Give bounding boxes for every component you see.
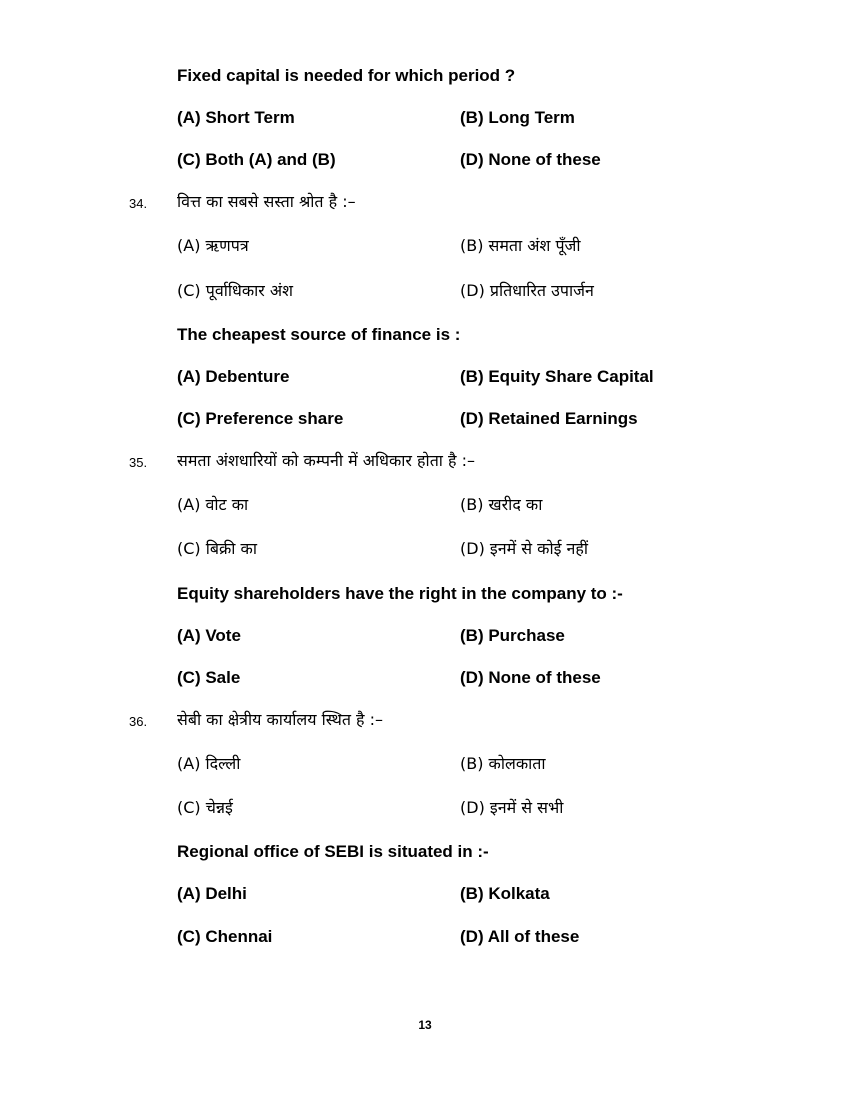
question-text-english: Fixed capital is needed for which period ? <box>177 66 516 85</box>
option-a: (A) Debenture <box>177 367 290 386</box>
option-c: (C) Chennai <box>177 927 273 946</box>
option-b-hindi: (B) खरीद का <box>460 495 543 514</box>
option-b-hindi: (B) समता अंश पूँजी <box>460 236 581 255</box>
option-a-hindi: (A) दिल्ली <box>177 754 241 773</box>
option-d-hindi: (D) इनमें से सभी <box>460 798 564 817</box>
option-b: (B) Purchase <box>460 626 565 645</box>
option-d: (D) None of these <box>460 668 601 687</box>
option-c: (C) Both (A) and (B) <box>177 150 336 169</box>
option-a-hindi: (A) ऋणपत्र <box>177 236 249 255</box>
question-text-english: Equity shareholders have the right in the company to :- <box>177 584 623 603</box>
option-c-hindi: (C) चेन्नई <box>177 798 233 817</box>
question-text-hindi: समता अंशधारियों को कम्पनी में अधिकार होता है :– <box>177 451 476 470</box>
option-d-hindi: (D) इनमें से कोई नहीं <box>460 539 589 558</box>
option-c: (C) Sale <box>177 668 241 687</box>
option-d: (D) Retained Earnings <box>460 409 638 428</box>
option-d: (D) None of these <box>460 150 601 169</box>
question-text-hindi: सेबी का क्षेत्रीय कार्यालय स्थित है :– <box>177 710 384 729</box>
option-c: (C) Preference share <box>177 409 344 428</box>
page-number: 13 <box>418 1018 432 1032</box>
option-a-hindi: (A) वोट का <box>177 495 249 514</box>
question-number: 36. <box>129 714 148 729</box>
option-b-hindi: (B) कोलकाता <box>460 754 546 773</box>
option-c-hindi: (C) बिक्री का <box>177 539 257 558</box>
question-text-hindi: वित्त का सबसे सस्ता श्रोत है :– <box>177 192 356 211</box>
option-a: (A) Delhi <box>177 884 247 903</box>
option-b: (B) Kolkata <box>460 884 550 903</box>
option-a: (A) Short Term <box>177 108 295 127</box>
option-d-hindi: (D) प्रतिधारित उपार्जन <box>460 281 594 300</box>
option-b: (B) Equity Share Capital <box>460 367 654 386</box>
question-text-english: The cheapest source of finance is : <box>177 325 461 344</box>
option-b: (B) Long Term <box>460 108 575 127</box>
question-number: 35. <box>129 455 148 470</box>
option-a: (A) Vote <box>177 626 241 645</box>
question-number: 34. <box>129 196 148 211</box>
question-text-english: Regional office of SEBI is situated in :- <box>177 842 489 861</box>
option-d: (D) All of these <box>460 927 580 946</box>
option-c-hindi: (C) पूर्वाधिकार अंश <box>177 281 294 300</box>
